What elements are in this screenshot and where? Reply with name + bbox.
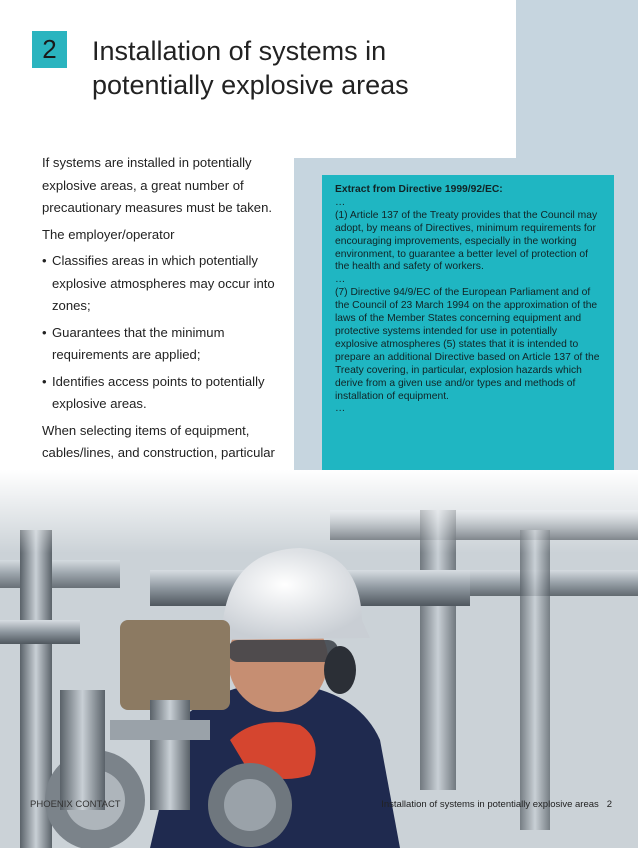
extract-ellipsis: … (335, 274, 346, 286)
bullet-dot-icon: • (42, 324, 47, 340)
worker-photo (0, 470, 638, 848)
bullet-text: Classifies areas in which potentially explosive atmospheres may occur into zones; (52, 253, 275, 313)
bullet-item (42, 322, 292, 367)
chapter-number-badge: 2 (32, 31, 67, 68)
extract-item-1: (1) Article 137 of the Treaty provides that the Council may adopt, by means of Directives, minimum requirements for encouraging improvements, especially in the working environment, to guarantee a better level of protection of the health and safety of workers. (335, 209, 598, 273)
chapter-title (92, 34, 492, 102)
footer-brand: PHOENIX CONTACT (30, 799, 121, 810)
bullet-item (42, 371, 292, 416)
chapter-title-line2: potentially explosive areas (92, 70, 409, 100)
bullet-dot-icon: • (42, 373, 47, 389)
bullet-dot-icon: • (42, 253, 47, 268)
chapter-title-line1: Installation of systems in (92, 36, 387, 66)
bullet-text: Guarantees that the minimum requirements are applied; (52, 324, 225, 362)
footer-section-title: Installation of systems in potentially explosive areas (381, 799, 599, 810)
extract-heading: Extract from Directive 1999/92/EC: (335, 184, 503, 195)
intro-paragraph-3: When selecting items of equipment, cables/lines, and construction, particular (42, 422, 275, 460)
bullet-text: Identifies access points to potentially explosive areas. (52, 373, 265, 411)
directive-extract-box (322, 175, 614, 472)
intro-text (42, 152, 292, 487)
intro-paragraph-1: If systems are installed in potentially explosive areas, a great number of precautionary measures must be taken. (42, 155, 272, 215)
intro-paragraph-2: The employer/operator (42, 226, 175, 242)
extract-item-7: (7) Directive 94/9/EC of the European Parliament and of the Council of 23 March 1994 on the approximation of the laws of the Member States concerning equipment and protective systems intended for use in potentially explosive atmospheres (5) states that it is intended to prepare an additional Directive based on Article 137 of the Treaty covering, in particular, explosion hazards which derive from a given use and/or types and methods of installation of equipment. (335, 287, 600, 402)
extract-ellipsis: … (335, 196, 346, 208)
page-number: 2 (606, 799, 612, 810)
extract-ellipsis: … (335, 403, 346, 415)
footer-running-title (381, 799, 612, 810)
bullet-item (42, 250, 292, 318)
